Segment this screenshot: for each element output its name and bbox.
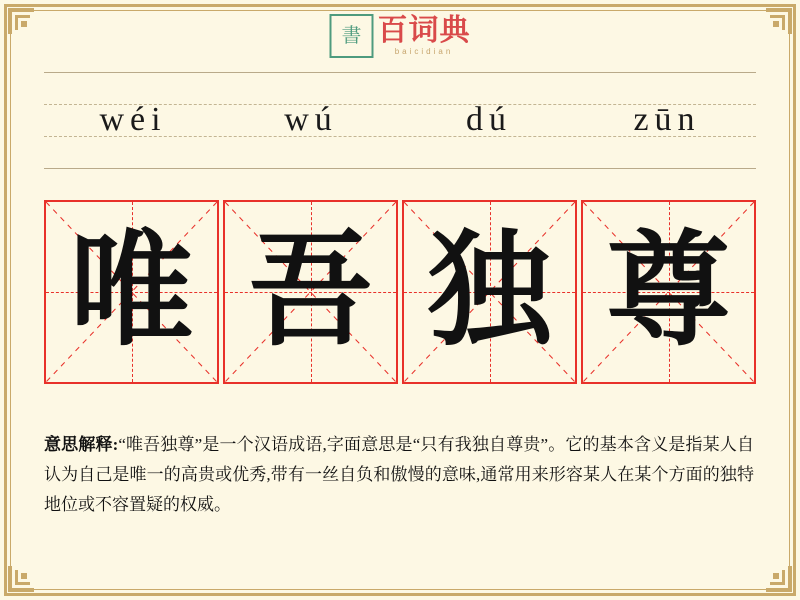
- logo-text: [378, 16, 471, 56]
- logo-title-en: baicidian: [394, 47, 454, 56]
- pinyin-syllable: zūn: [633, 101, 701, 138]
- character-cell: [581, 200, 756, 384]
- corner-ornament-icon: [764, 6, 794, 36]
- character-glyph: 唯: [69, 223, 194, 360]
- pinyin-staff: [44, 72, 756, 168]
- staff-line-bottom: [44, 168, 756, 169]
- explanation-label: 意思解释:: [44, 435, 119, 454]
- corner-ornament-icon: [6, 564, 36, 594]
- corner-ornament-icon: [764, 564, 794, 594]
- pinyin-row: [44, 72, 756, 168]
- character-cell: [402, 200, 577, 384]
- logo-seal-glyph: 書: [341, 25, 362, 47]
- character-grid: [44, 200, 756, 384]
- character-cell: [44, 200, 219, 384]
- logo-seal-icon: [330, 14, 374, 58]
- explanation-text: “唯吾独尊”是一个汉语成语,字面意思是“只有我独自尊贵”。它的基本含义是指某人自认为自己是唯一的高贵或优秀,带有一丝自负和傲慢的意味,通常用来形容某人在某个方面的独特地位或不容置疑的权威。: [44, 435, 754, 514]
- logo-title-cn: 百词典: [377, 14, 471, 47]
- explanation-block: [44, 430, 754, 519]
- pinyin-syllable: wéi: [99, 101, 167, 138]
- character-cell: [223, 200, 398, 384]
- character-glyph: 尊: [606, 223, 731, 360]
- character-glyph: 独: [427, 223, 552, 360]
- corner-ornament-icon: [6, 6, 36, 36]
- character-glyph: 吾: [248, 223, 373, 360]
- pinyin-syllable: dú: [466, 101, 512, 138]
- site-logo[interactable]: [330, 14, 471, 58]
- pinyin-syllable: wú: [284, 101, 338, 138]
